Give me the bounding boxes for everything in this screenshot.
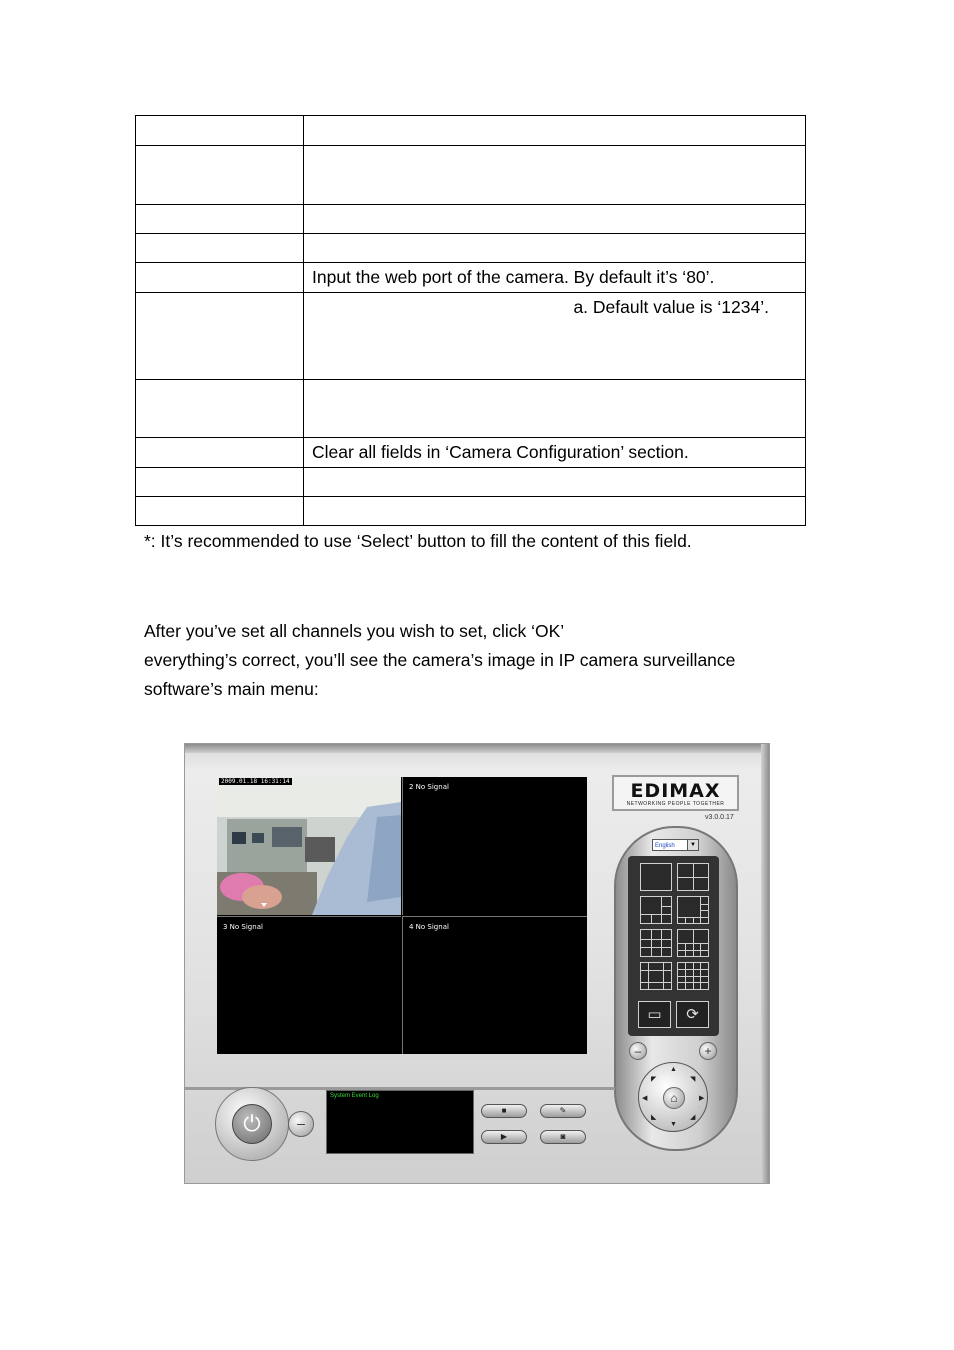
layout-3x3-button[interactable] xyxy=(640,929,672,957)
table-row xyxy=(136,380,806,438)
web-port-description: Input the web port of the camera. By default it’s ‘80’. xyxy=(304,263,806,293)
power-button[interactable] xyxy=(232,1104,272,1144)
table-row xyxy=(136,438,806,468)
camera-config-table xyxy=(135,115,806,526)
table-cell xyxy=(136,468,304,497)
clear-description: Clear all fields in ‘Camera Configuration’ section. xyxy=(304,438,806,468)
layout-buttons-panel xyxy=(628,856,719,1036)
arrow-left-icon[interactable]: ◀ xyxy=(642,1095,648,1102)
ptz-direction-pad[interactable] xyxy=(638,1062,708,1132)
table-row xyxy=(136,234,806,263)
version-label: v3.0.0.17 xyxy=(705,814,734,821)
table-cell xyxy=(136,497,304,526)
arrow-up-icon[interactable]: ▲ xyxy=(670,1066,677,1073)
arrow-down-right-icon[interactable]: ◢ xyxy=(690,1114,696,1121)
table-row xyxy=(136,497,806,526)
channel-1-view[interactable] xyxy=(217,777,401,915)
camera-icon: ■ xyxy=(501,1106,507,1115)
table-cell xyxy=(136,116,304,146)
minus-icon: – xyxy=(297,1115,305,1131)
table-cell xyxy=(304,205,806,234)
record-button[interactable] xyxy=(481,1104,527,1118)
footnote: *: It’s recommended to use ‘Select’ button to fill the content of this field. xyxy=(144,531,692,551)
snapshot-button[interactable] xyxy=(540,1130,586,1144)
zoom-in-button[interactable] xyxy=(699,1042,717,1060)
edimax-logo xyxy=(612,775,739,811)
rotate-icon: ⟳ xyxy=(686,1006,699,1023)
full-screen-button[interactable] xyxy=(638,1001,671,1028)
system-event-log[interactable] xyxy=(326,1090,474,1154)
arrow-down-icon[interactable]: ▼ xyxy=(670,1121,677,1128)
table-cell xyxy=(136,380,304,438)
language-value: English xyxy=(655,843,675,849)
paragraph-line: everything’s correct, you’ll see the camera’s image in IP camera surveillance xyxy=(144,650,736,670)
video-grid xyxy=(217,777,587,1054)
zoom-out-button[interactable] xyxy=(629,1042,647,1060)
minus-icon: – xyxy=(634,1044,642,1058)
table-cell xyxy=(304,116,806,146)
table-cell xyxy=(136,205,304,234)
rotate-button[interactable] xyxy=(676,1001,709,1028)
channel-1-timestamp: 2009.01.18 16:31:14 xyxy=(221,778,290,785)
table-cell xyxy=(304,380,806,438)
table-cell xyxy=(304,146,806,205)
table-row xyxy=(136,263,806,293)
layout-2x2-button[interactable] xyxy=(677,863,709,891)
layout-1x1-button[interactable] xyxy=(640,863,672,891)
channel-4-view[interactable] xyxy=(402,916,587,1054)
window-top-strip xyxy=(185,744,769,753)
arrow-up-right-icon[interactable]: ◥ xyxy=(690,1076,696,1083)
channel-3-view[interactable] xyxy=(217,916,401,1054)
arrow-right-icon[interactable]: ▶ xyxy=(699,1095,705,1102)
instruction-paragraph xyxy=(144,617,824,704)
layout-8-button[interactable] xyxy=(677,896,709,924)
minimize-button[interactable] xyxy=(288,1111,314,1137)
settings-button[interactable] xyxy=(540,1104,586,1118)
table-row xyxy=(136,116,806,146)
table-cell xyxy=(304,497,806,526)
logo-tagline: NETWORKING PEOPLE TOGETHER xyxy=(626,801,725,807)
arrow-up-left-icon[interactable]: ◤ xyxy=(651,1076,657,1083)
table-cell xyxy=(136,234,304,263)
language-select[interactable] xyxy=(652,839,699,851)
table-cell xyxy=(136,263,304,293)
table-cell xyxy=(136,438,304,468)
camera-image xyxy=(217,777,401,915)
table-cell xyxy=(304,468,806,497)
power-icon: ⏻ xyxy=(243,1111,261,1136)
table-row xyxy=(136,205,806,234)
layout-4x4-button[interactable] xyxy=(677,962,709,990)
table-cell xyxy=(136,293,304,380)
table-cell xyxy=(136,146,304,205)
paragraph-line: software’s main menu: xyxy=(144,679,319,699)
channel-2-view[interactable] xyxy=(402,777,587,915)
layout-13-button[interactable] xyxy=(640,962,672,990)
wrench-icon: ✎ xyxy=(559,1106,567,1115)
window-icon: ▭ xyxy=(647,1006,662,1023)
table-row xyxy=(136,293,806,380)
table-cell xyxy=(304,234,806,263)
table-row xyxy=(136,468,806,497)
surveillance-software-window xyxy=(184,743,770,1184)
channel-3-label: 3 No Signal xyxy=(223,923,263,931)
dropdown-arrow-icon[interactable]: ▼ xyxy=(687,840,698,850)
playback-button[interactable] xyxy=(481,1130,527,1144)
channel-2-label: 2 No Signal xyxy=(409,783,449,791)
table-row xyxy=(136,146,806,205)
logo-text: EDIMAX xyxy=(630,780,721,802)
layout-10-button[interactable] xyxy=(677,929,709,957)
event-log-title: System Event Log xyxy=(330,1093,379,1099)
window-right-strip xyxy=(761,744,769,1183)
play-icon: ▶ xyxy=(500,1132,508,1141)
arrow-down-left-icon[interactable]: ◣ xyxy=(651,1114,657,1121)
plus-icon: + xyxy=(704,1044,712,1058)
channel-4-label: 4 No Signal xyxy=(409,923,449,931)
home-icon: ⌂ xyxy=(670,1091,678,1105)
default-value-description: a. Default value is ‘1234’. xyxy=(304,293,806,380)
paragraph-line: After you’ve set all channels you wish to set, click ‘OK’ xyxy=(144,621,565,641)
snapshot-icon: ◙ xyxy=(560,1132,566,1141)
layout-6-button[interactable] xyxy=(640,896,672,924)
home-button[interactable] xyxy=(663,1087,685,1109)
